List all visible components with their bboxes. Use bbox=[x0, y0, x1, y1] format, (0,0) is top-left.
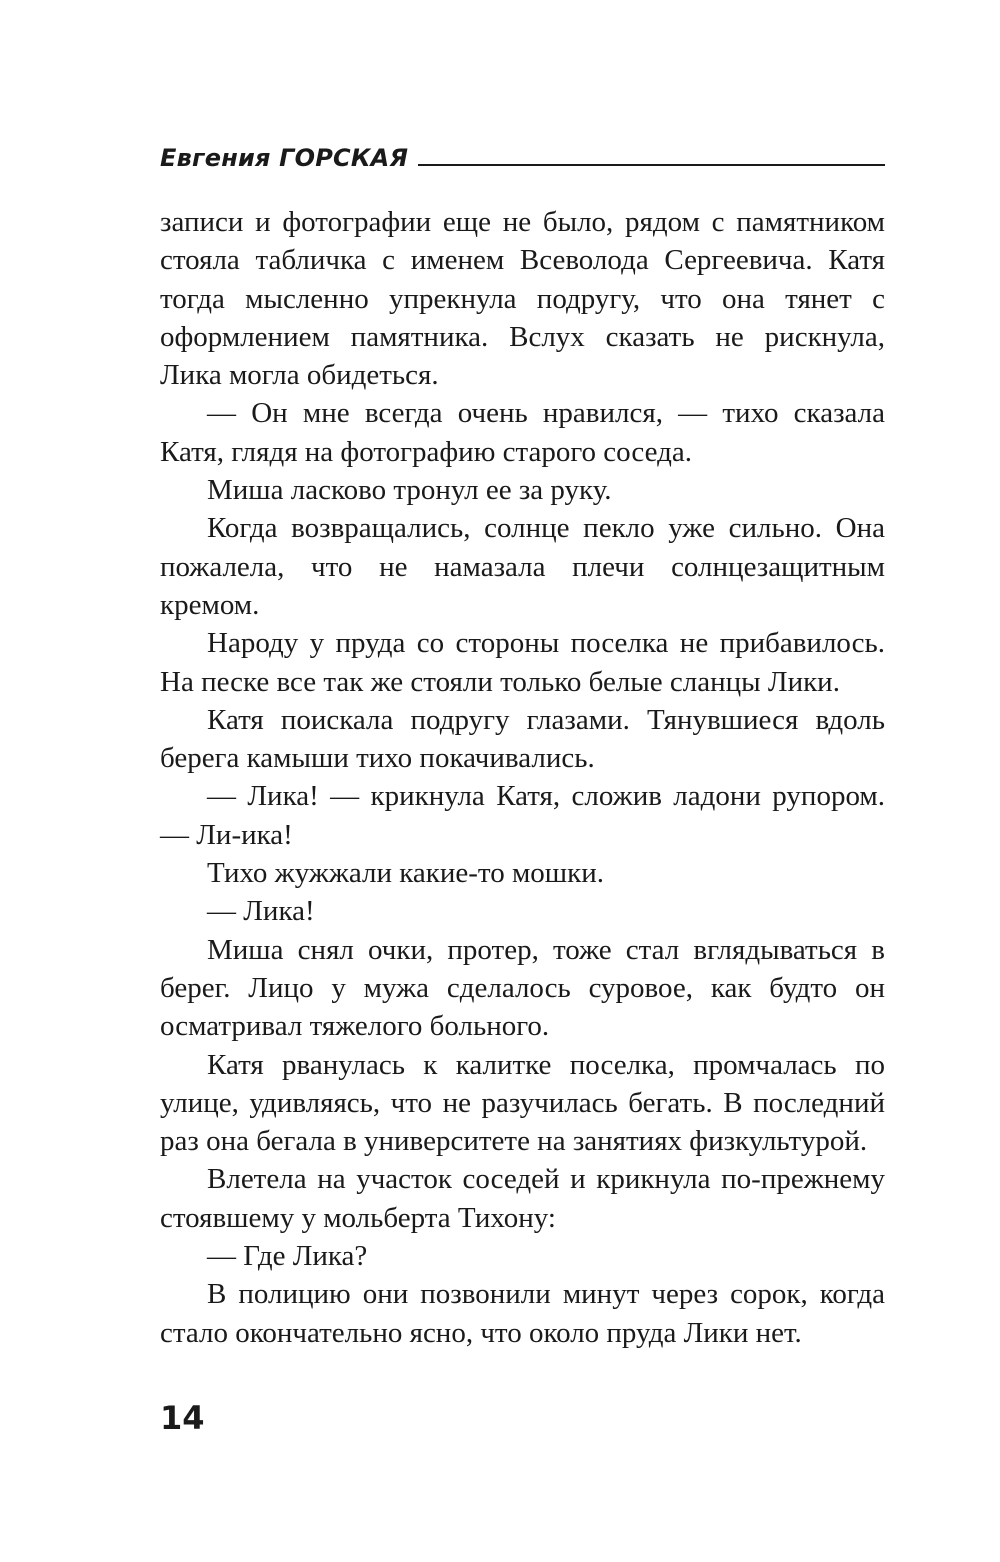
running-header bbox=[160, 138, 885, 172]
paragraph: Катя рванулась к калитке поселка, промчалась по улице, удивляясь, что не разучилась бегать. В последний раз она бегала в университете на занятиях физкультурой. bbox=[160, 1048, 885, 1158]
paragraph: Влетела на участок соседей и крикнула по-прежнему стоявшему у мольберта Тихону: bbox=[160, 1163, 885, 1234]
paragraph: Миша ласково тронул ее за руку. bbox=[207, 474, 612, 507]
author-name: Евгения ГОРСКАЯ bbox=[160, 144, 409, 172]
paragraph: В полицию они позвонили минут через сорок, когда стало окончательно ясно, что около пруда Лики нет. bbox=[160, 1278, 885, 1349]
paragraph: записи и фотографии еще не было, рядом с памятником стояла табличка с именем Всеволода Сергеевича. Катя тогда мысленно упрекнула подругу, что она тянет с оформлением памятника. Вслух сказать не рискнула, Лика могла обидеться. bbox=[160, 206, 885, 392]
paragraph: — Лика! bbox=[207, 895, 315, 928]
paragraph: — Он мне всегда очень нравился, — тихо сказала Катя, глядя на фотографию старого соседа. bbox=[160, 397, 885, 468]
paragraph: Катя поискала подругу глазами. Тянувшиеся вдоль берега камыши тихо покачивались. bbox=[160, 703, 885, 775]
header-rule bbox=[418, 164, 885, 166]
page-number: 14 bbox=[160, 1399, 205, 1437]
paragraph: Миша снял очки, протер, тоже стал вглядываться в берег. Лицо у мужа сделалось суровое, как будто он осматривал тяжелого больного. bbox=[160, 933, 885, 1043]
paragraph: Тихо жужжали какие-то мошки. bbox=[207, 857, 604, 890]
paragraph: Когда возвращались, солнце пекло уже сильно. Она пожалела, что не намазала плечи солнцезащитным кремом. bbox=[160, 512, 885, 621]
paragraph: — Лика! — крикнула Катя, сложив ладони рупором. — Ли-ика! bbox=[160, 780, 885, 851]
paragraph: — Где Лика? bbox=[207, 1240, 368, 1273]
paragraph: Народу у пруда со стороны поселка не прибавилось. На песке все так же стояли только белые сланцы Лики. bbox=[160, 627, 885, 698]
body-text bbox=[160, 203, 885, 1352]
